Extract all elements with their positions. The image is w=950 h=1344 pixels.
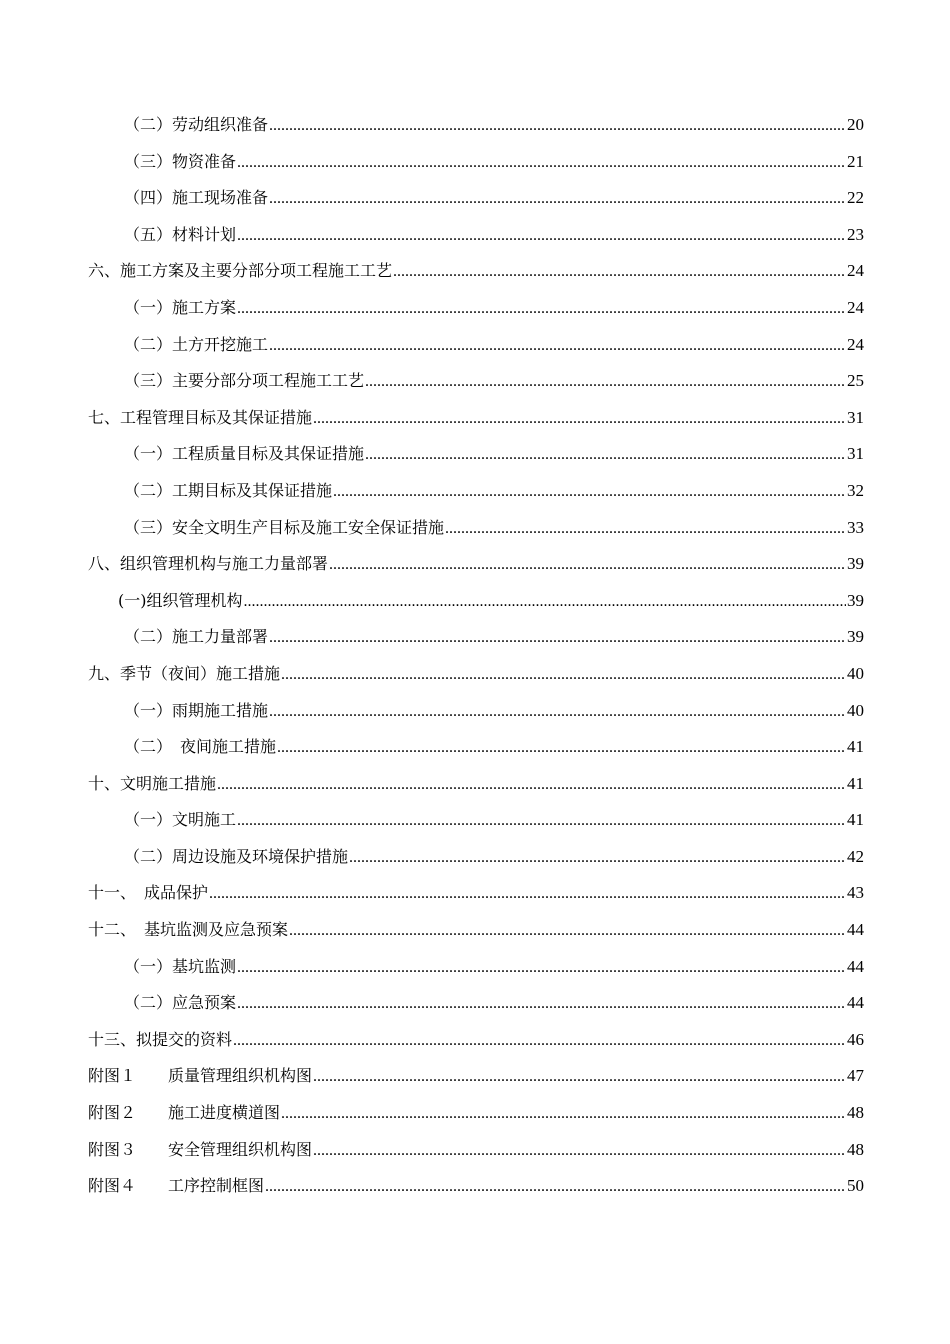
toc-entry-page-number: 42 [847,846,864,866]
toc-dot-leader [237,145,846,182]
toc-dot-leader [269,181,846,218]
toc-dot-leader [269,694,846,731]
toc-entry-title: （四）施工现场准备 [124,188,269,208]
toc-dot-leader [237,986,846,1023]
toc-dot-leader [445,511,846,548]
toc-dot-leader [313,1133,846,1170]
toc-entry-page-number: 44 [847,920,864,940]
toc-entry[interactable] [88,656,864,693]
toc-entry-page-number: 39 [847,590,864,610]
toc-entry[interactable] [88,253,864,290]
toc-entry[interactable] [88,473,864,510]
toc-dot-leader [329,547,846,584]
toc-entry-title: （二）施工力量部署 [124,627,269,647]
toc-entry-page-number: 20 [847,115,864,134]
toc-dot-leader [313,1059,846,1096]
toc-entry-page-number: 24 [847,261,864,281]
toc-dot-leader [237,950,846,987]
toc-entry-page-number: 44 [847,956,864,976]
toc-entry-title: 七、工程管理目标及其保证措施 [88,407,313,427]
toc-dot-leader [349,840,846,877]
toc-entry-title: （一）雨期施工措施 [124,700,269,720]
toc-entry-page-number: 46 [847,1029,864,1049]
toc-entry-page-number: 31 [847,444,864,464]
toc-entry[interactable] [88,363,864,400]
toc-entry-page-number: 41 [847,773,864,793]
toc-entry[interactable] [88,290,864,327]
toc-entry[interactable] [88,436,864,473]
toc-dot-leader [365,364,846,401]
toc-entry-page-number: 48 [847,1139,864,1159]
toc-entry[interactable] [88,144,864,181]
toc-entry-title: （一）基坑监测 [124,956,237,976]
toc-entry[interactable] [88,546,864,583]
toc-entry-page-number: 22 [847,188,864,208]
toc-entry-title: 六、施工方案及主要分部分项工程施工工艺 [88,261,393,281]
toc-entry-title: 十二、 基坑监测及应急预案 [88,920,289,940]
toc-entry[interactable] [88,839,864,876]
toc-entry[interactable] [88,180,864,217]
toc-entry-page-number: 48 [847,1103,864,1123]
toc-entry-title: 附图４ 工序控制框图 [88,1176,265,1196]
toc-dot-leader [269,620,846,657]
toc-entry[interactable] [88,802,864,839]
toc-entry[interactable] [88,327,864,364]
toc-entry-title: 附图２ 施工进度横道图 [88,1103,281,1123]
toc-dot-leader [244,584,847,621]
toc-entry-title: 九、季节（夜间）施工措施 [88,663,281,683]
toc-entry-title: 附图３ 安全管理组织机构图 [88,1139,313,1159]
toc-entry-title: （三）安全文明生产目标及施工安全保证措施 [124,517,445,537]
toc-entry-title: （二）工期目标及其保证措施 [124,480,333,500]
toc-entry-title: （二）劳动组织准备 [124,115,269,134]
toc-entry[interactable] [88,1022,864,1059]
toc-entry-page-number: 41 [847,810,864,830]
toc-dot-leader [237,291,846,328]
toc-entry-title: （二）应急预案 [124,993,237,1013]
toc-entry-page-number: 24 [847,334,864,354]
toc-dot-leader [209,876,846,913]
toc-dot-leader [281,1096,846,1133]
toc-entry[interactable] [88,1058,864,1095]
toc-entry-page-number: 50 [847,1176,864,1196]
toc-entry-page-number: 33 [847,517,864,537]
toc-entry-title: （二）周边设施及环境保护措施 [124,846,349,866]
toc-dot-leader [237,218,846,255]
toc-entry-title: 八、组织管理机构与施工力量部署 [88,554,329,574]
toc-entry-title: （一）施工方案 [124,297,237,317]
toc-entry-page-number: 21 [847,151,864,171]
toc-entry[interactable] [88,583,864,620]
toc-entry-title: （二）土方开挖施工 [124,334,269,354]
toc-entry-page-number: 32 [847,480,864,500]
toc-entry[interactable] [88,875,864,912]
toc-entry-page-number: 24 [847,297,864,317]
toc-entry[interactable] [88,1095,864,1132]
toc-dot-leader [265,1169,846,1206]
toc-entry[interactable] [88,400,864,437]
toc-entry[interactable] [88,693,864,730]
toc-entry[interactable] [88,729,864,766]
toc-entry[interactable] [88,107,864,144]
toc-entry-title: (一)组织管理机构 [118,590,243,610]
toc-entry-title: 十、文明施工措施 [88,773,217,793]
toc-entry[interactable] [88,1132,864,1169]
toc-entry[interactable] [88,949,864,986]
toc-dot-leader [269,108,846,145]
toc-entry[interactable] [88,217,864,254]
toc-entry-title: 十三、拟提交的资料 [88,1029,233,1049]
toc-entry[interactable] [88,912,864,949]
toc-entry[interactable] [88,985,864,1022]
toc-dot-leader [393,254,846,291]
toc-entry-page-number: 47 [847,1066,864,1086]
toc-dot-leader [233,1023,846,1060]
toc-dot-leader [281,657,846,694]
toc-dot-leader [237,803,846,840]
toc-entry-page-number: 31 [847,407,864,427]
toc-dot-leader [269,328,846,365]
toc-entry-title: （五）材料计划 [124,224,237,244]
toc-entry-title: （三）物资准备 [124,151,237,171]
toc-entry[interactable] [88,510,864,547]
toc-entry[interactable] [88,1168,864,1205]
toc-entry-page-number: 44 [847,993,864,1013]
toc-entry-title: （一）文明施工 [124,810,237,830]
toc-entry-title: 附图１ 质量管理组织机构图 [88,1066,313,1086]
toc-entry-title: （一）工程质量目标及其保证措施 [124,444,365,464]
toc-dot-leader [217,767,846,804]
toc-entry[interactable] [88,619,864,656]
toc-entry-page-number: 25 [847,371,864,391]
toc-entry-page-number: 40 [847,700,864,720]
toc-dot-leader [313,401,846,438]
toc-entry-page-number: 41 [847,737,864,757]
toc-dot-leader [333,474,846,511]
toc-entry-title: （二） 夜间施工措施 [124,737,277,757]
toc-entry-page-number: 23 [847,224,864,244]
table-of-contents [88,107,864,1205]
toc-entry[interactable] [88,766,864,803]
toc-entry-page-number: 39 [847,627,864,647]
toc-dot-leader [277,730,846,767]
toc-entry-page-number: 39 [847,554,864,574]
toc-entry-title: （三）主要分部分项工程施工工艺 [124,371,365,391]
toc-entry-page-number: 43 [847,883,864,903]
toc-dot-leader [365,437,846,474]
toc-entry-title: 十一、 成品保护 [88,883,209,903]
toc-dot-leader [289,913,846,950]
toc-entry-page-number: 40 [847,663,864,683]
